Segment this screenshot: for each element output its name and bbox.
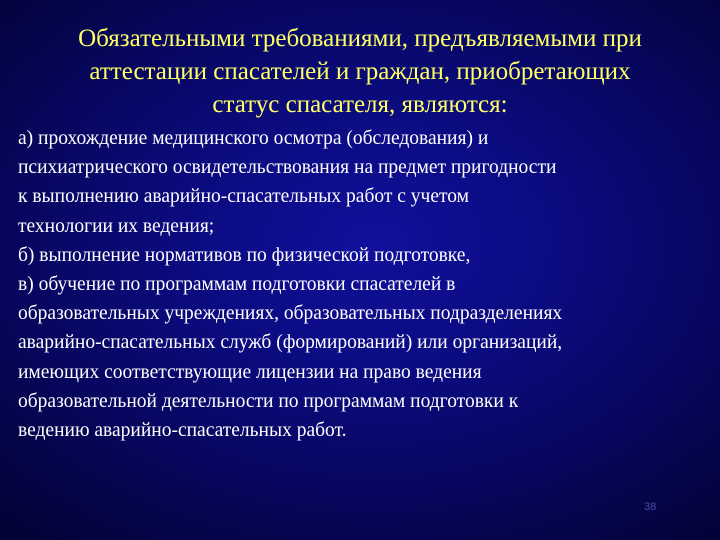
slide-body — [18, 124, 708, 445]
body-line: образовательных учреждениях, образовательных подразделениях — [18, 303, 563, 325]
title-line: статус спасателя, являются: — [212, 91, 508, 118]
body-line: в) обучение по программам подготовки спасателей в — [18, 274, 456, 296]
body-line: технологии их ведения; — [18, 215, 215, 237]
body-line: б) выполнение нормативов по физической подготовке, — [18, 244, 471, 266]
body-line: а) прохождение медицинского осмотра (обследования) и — [18, 128, 489, 149]
body-line: аварийно-спасательных служб (формирований) или организаций, — [18, 332, 563, 354]
body-line: образовательной деятельности по программам подготовки к — [18, 390, 519, 412]
body-line: имеющих соответствующие лицензии на право ведения — [18, 361, 482, 383]
body-line: ведению аварийно-спасательных работ. — [18, 420, 347, 442]
slide-title — [0, 22, 720, 121]
title-line: Обязательными требованиями, предъявляемыми при — [78, 25, 642, 52]
body-line: психиатрического освидетельствования на предмет пригодности — [18, 157, 557, 179]
body-line: к выполнению аварийно-спасательных работ с учетом — [18, 186, 469, 208]
title-line: аттестации спасателей и граждан, приобретающих — [89, 58, 631, 85]
page-number: 38 — [644, 501, 657, 513]
